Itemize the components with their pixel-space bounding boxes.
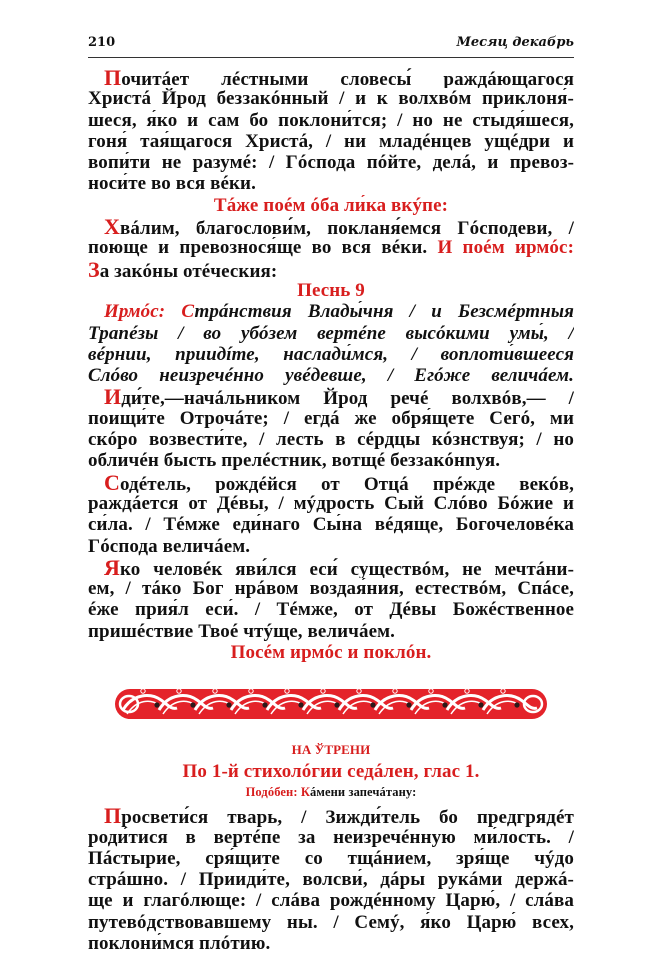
braid-bead — [357, 689, 361, 693]
braid-knot — [298, 703, 303, 708]
stanza-6 — [88, 805, 574, 954]
drop-capital: П — [104, 67, 122, 89]
text-line: обличéн бысть прелéстник, вотщé беззакóнnуя. — [88, 450, 501, 472]
braid-knot — [262, 703, 267, 708]
text-line: пришéствие Твоé чтýще, величáем. — [88, 620, 395, 642]
braid-knot — [478, 703, 483, 708]
braid-knot — [226, 703, 231, 708]
braid-knot — [154, 703, 159, 708]
braid-knot — [190, 703, 195, 708]
text-line — [88, 386, 574, 407]
braid-bead — [321, 689, 325, 693]
line-text: ко человéк яви́лся еси́ существóм, не мечтáни- — [120, 558, 574, 579]
irmos — [88, 301, 574, 386]
text-line: скóро возвести́те, / лесть в сéрдцы кóзнствуя; / но — [88, 429, 574, 451]
braid-knot — [406, 703, 411, 708]
line-text: одéтель, рождéйся от Отцá прéжде векóв, — [120, 473, 574, 493]
text-line: раждáется от Дéвы, / мýдрость Сый Слóво Бóжие и — [88, 492, 574, 514]
text-line — [88, 259, 574, 280]
drop-capital: З — [88, 258, 100, 280]
text-line: Трапéзы / во убóзем вертéпе высóкими умы́, / — [88, 322, 574, 344]
text-line — [88, 472, 574, 493]
drop-capital: С — [181, 301, 195, 323]
text-line: стрáшно. / Прииди́те, волсви́, дáры рукáми держá- — [88, 869, 574, 891]
text-line: Христá Йрод беззакóнный / и к волхвóм приклоня́- — [88, 88, 574, 110]
text-line — [88, 67, 574, 88]
braid-bead — [393, 689, 397, 693]
braided-chain-ornament — [111, 683, 551, 725]
braid-bead — [249, 689, 253, 693]
text-line — [88, 557, 574, 578]
text-line: роди́тися в вертéпе за неизречéнную ми́лость. / — [88, 826, 574, 848]
rubric: Тáже поéм óба ли́ка вкýпе: — [213, 194, 449, 216]
braid-knot — [514, 703, 519, 708]
braid-bead — [429, 689, 433, 693]
podoben-capital: К — [300, 784, 310, 799]
text-line: éже прия́л еси́. / Тéмже, от Дéвы Божéственное — [88, 599, 574, 621]
text-line: вéрнии, приидíте, наслади́мся, / воплоти́вшееся — [88, 343, 574, 365]
text-line: поклони́мся плóтию. — [88, 932, 271, 954]
drop-capital: Я — [104, 556, 120, 579]
text-line — [88, 301, 574, 322]
section-title: По 1-й стихолóгии седáлен, глас 1. — [182, 760, 480, 782]
stanza-4 — [88, 472, 574, 557]
text-line: Гóспода величáем. — [88, 535, 251, 557]
braid-bead — [213, 689, 217, 693]
braid-bead — [465, 689, 469, 693]
text-line: Слóво неизречéнно увéдевше, / Егóже величáем. — [88, 365, 574, 387]
stanza-3 — [88, 386, 574, 471]
line-text: ди́те,—начáльником Йрод речé волхвóв,— / — [121, 388, 574, 408]
drop-capital: И — [104, 386, 122, 408]
text-line: вопи́ти не разумé: / Гóспода пóйте, делá, и превоз- — [88, 152, 574, 174]
line-text: росвети́ся тварь, / Зижди́тель бо предгрядéт — [121, 807, 574, 827]
line-text: очитáет лéстными словесы́ раждáющагося — [121, 69, 574, 89]
drop-capital: Х — [104, 216, 120, 238]
running-header — [88, 30, 574, 50]
text-line: шеся, я́ко и сам бо поклони́тся; / но не стыдя́шеся, — [88, 109, 574, 131]
text-line: поищи́те Отрочáте; / егдá же обря́щете Сегó, ми — [88, 407, 574, 429]
braid-bead — [177, 689, 181, 693]
braid-knot — [334, 703, 339, 708]
drop-capital: П — [104, 805, 122, 827]
matins-section — [88, 739, 574, 803]
braid-bead — [141, 689, 145, 693]
header-rule — [88, 57, 574, 58]
stanza-1 — [88, 67, 574, 195]
text-line: путевóдствовавшему ны. / Семý, я́ко Царю́ всех, — [88, 911, 574, 933]
text-line: ем, / тáко Бог нрáвом воздая́ния, естествóм, Спáсе, — [88, 578, 574, 600]
text-line: си́ла. / Тéмже еди́наго Сы́на вéдяще, Богочеловéка — [88, 514, 574, 536]
text-line — [88, 237, 574, 258]
text-line — [88, 805, 574, 826]
text-line: носи́те во вся вéки. — [88, 173, 256, 195]
ode-title: Песнь 9 — [297, 279, 365, 301]
irmos-label: Ирмóс: — [104, 301, 166, 323]
stanza-5 — [88, 557, 574, 642]
rubric: Посéм ирмóс и поклóн. — [230, 642, 432, 664]
braid-bead — [285, 689, 289, 693]
text-line: гоня́ тая́щагося Христá, / ни младéнцев ущéдри и — [88, 130, 574, 152]
drop-capital: С — [104, 471, 120, 493]
line-text: а закóны отéческия: — [99, 260, 278, 280]
braid-bead — [501, 689, 505, 693]
section-heading: НА ЎТРЕНИ — [291, 742, 371, 758]
running-title: Месяц декабрь — [456, 35, 574, 50]
page-number: 210 — [88, 35, 116, 50]
braid-knot — [370, 703, 375, 708]
book-page — [88, 30, 574, 954]
line-text: трáнствия Влады́чня / и Безсмéртныя — [194, 301, 574, 323]
text-body — [88, 67, 574, 954]
inline-rubric: И поéм ирмóс: — [437, 237, 574, 259]
podoben-text: áмени запечáтану: — [310, 784, 417, 799]
line-text: поюще и превознося́ще во вся вéки. — [88, 237, 428, 259]
braid-knot — [442, 703, 447, 708]
podoben-label: Подóбен: — [245, 784, 298, 799]
text-line: Пáстырие, сря́щите со тщáнием, зря́ще чýдо — [88, 847, 574, 869]
stanza-2 — [88, 216, 574, 280]
text-line — [88, 216, 574, 237]
podoben — [88, 782, 574, 803]
line-text: вáлим, благослови́м, покланя́емся Гóсподеви, / — [120, 218, 574, 238]
text-line: ще и глагóлюще: / слáва рождéнному Царю́, / слáва — [88, 890, 574, 912]
